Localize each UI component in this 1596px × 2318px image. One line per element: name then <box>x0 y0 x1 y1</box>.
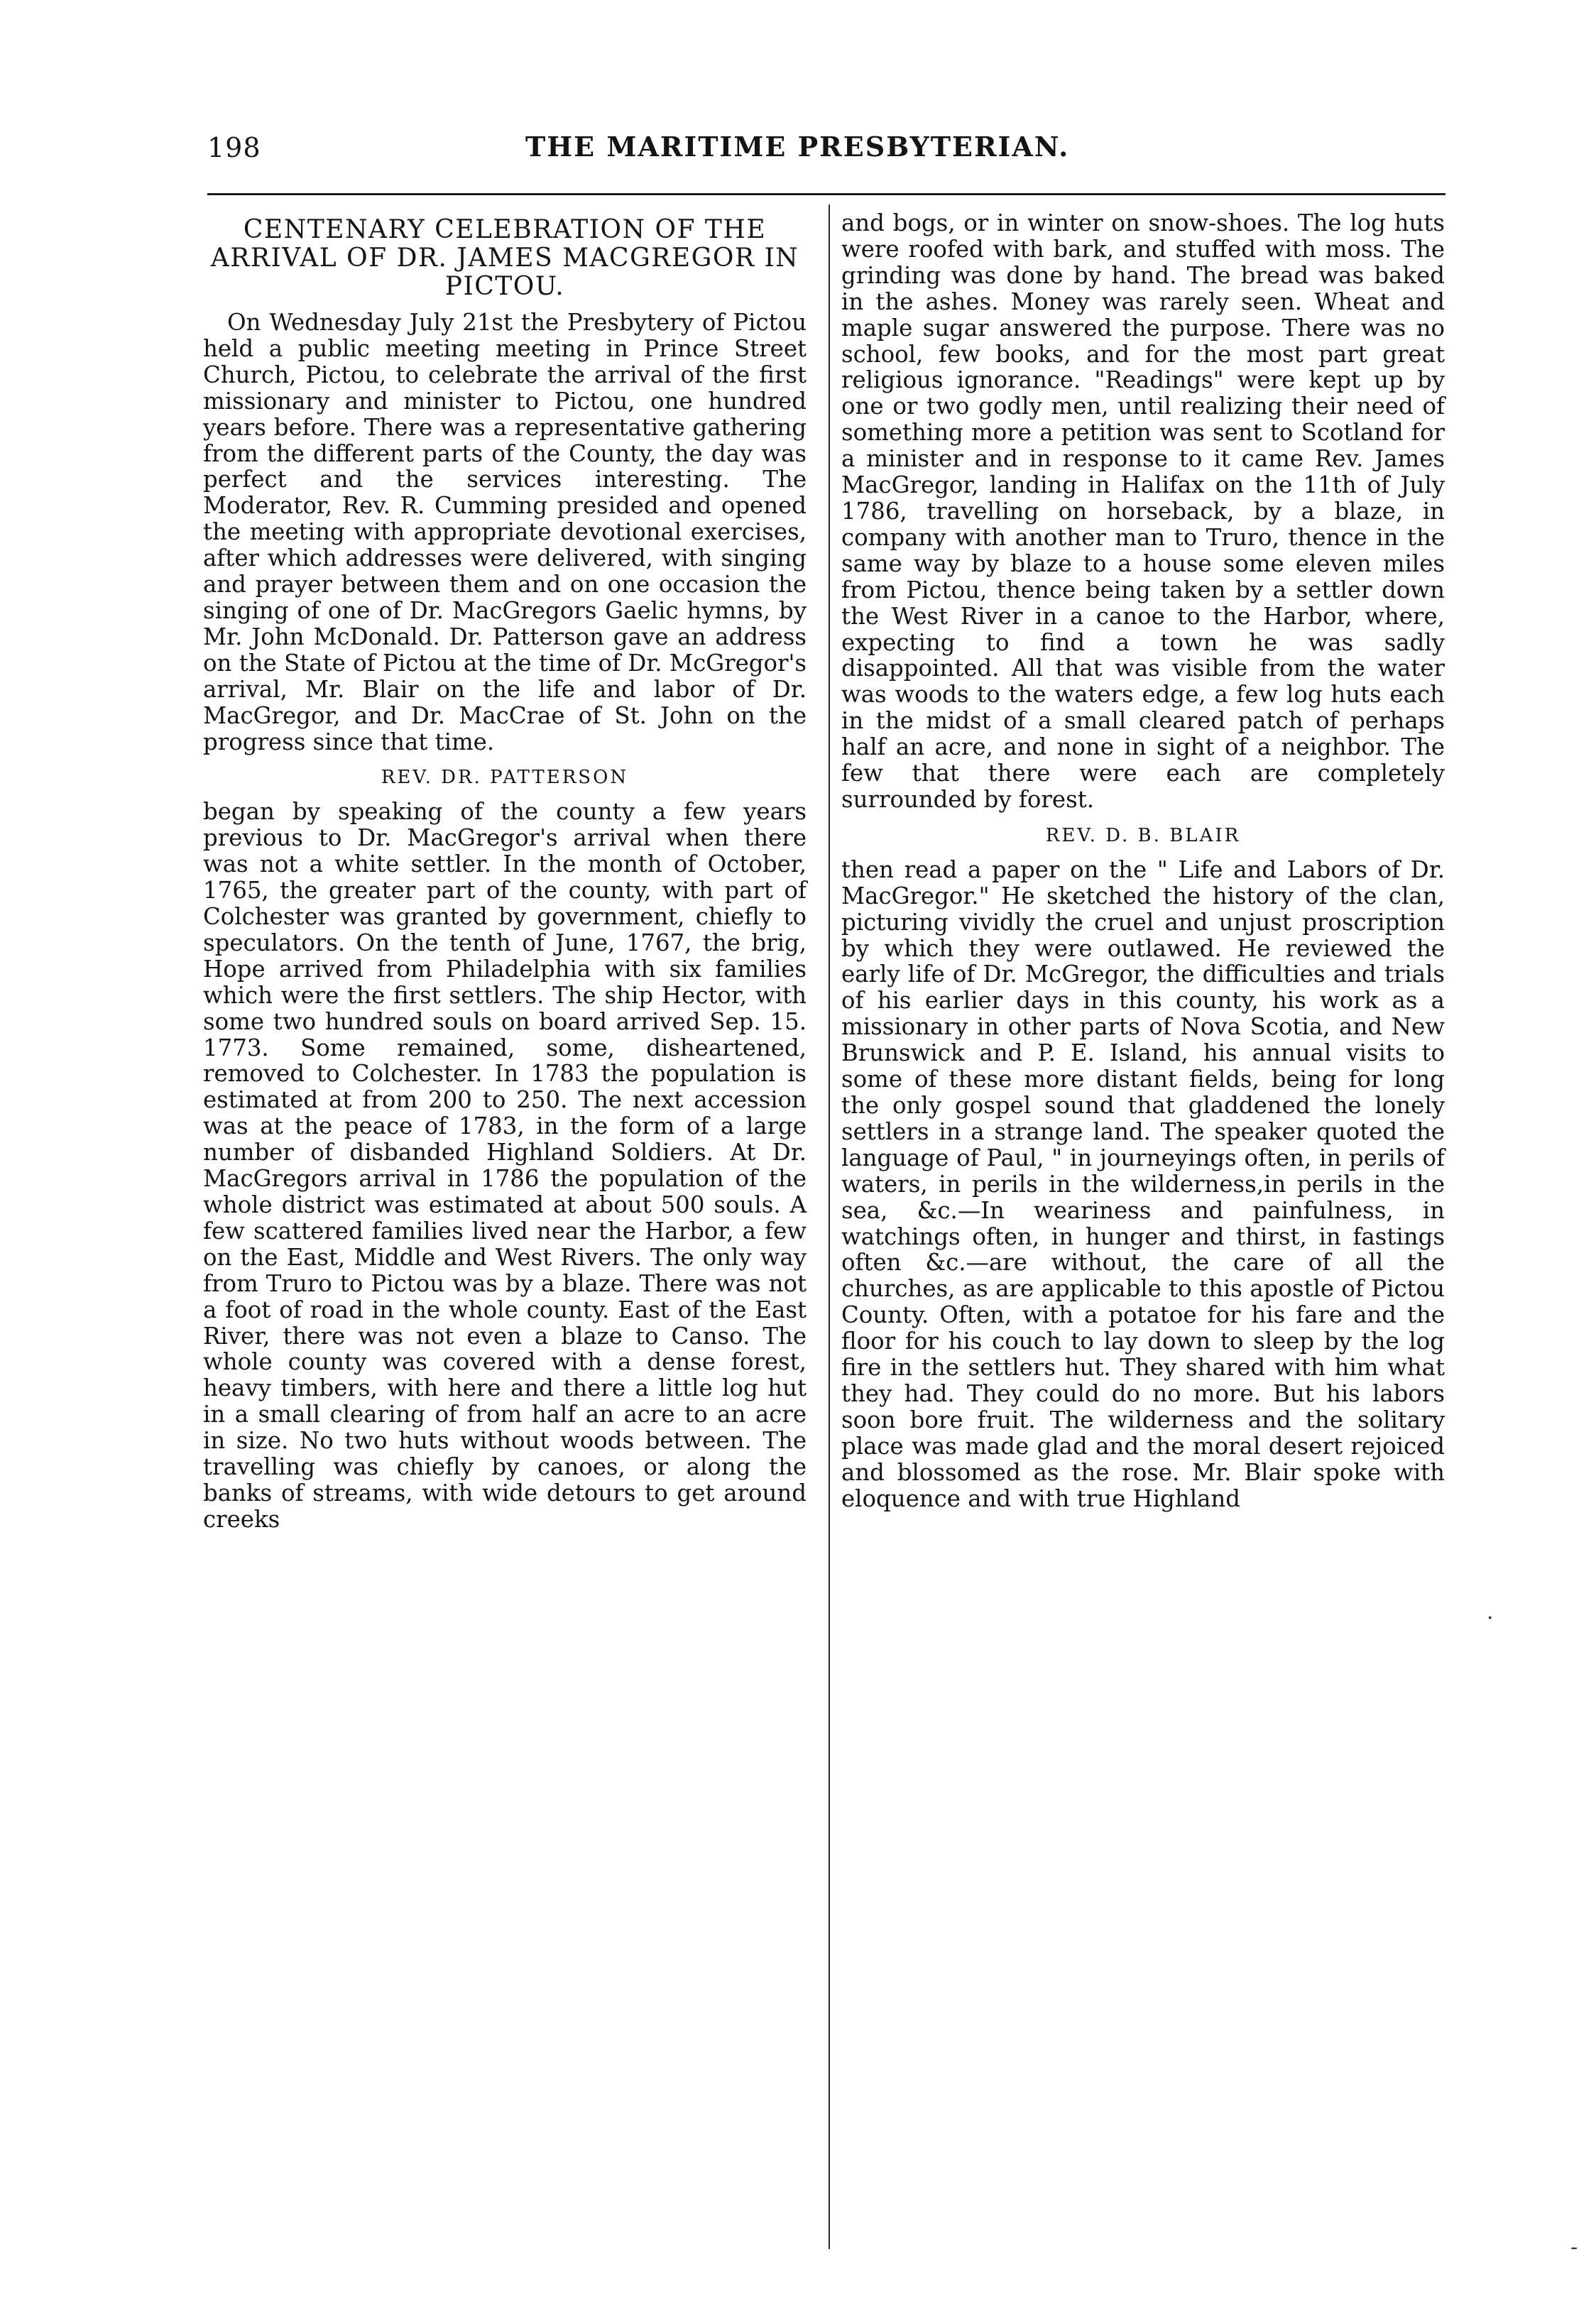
patterson-paragraph-continued: and bogs, or in winter on snow-shoes. The log huts were roofed with bark, and stuffed with moss. The grinding was done by hand. The bread was baked in the ashes. Money was rarely seen. Wheat and maple sugar answered the purpose. There was no school, few books, and for the most part great religious ignorance. "Readings" were kept up by one or two godly men, until realizing their need of something more a petition was sent to Scotland for a minister and in response to it came Rev. James MacGregor, landing in Halifax on the 11th of July 1786, travelling on horseback, by a blaze, in company with another man to Truro, thence in the same way by blaze to a house some eleven miles from Pictou, thence being taken by a settler down the West River in a canoe to the Harbor, where, expecting to find a town he was sadly disappointed. All that was visible from the water was woods to the waters edge, a few log huts each in the midst of a small cleared patch of perhaps half an acre, and none in sight of a neighbor. The few that there were each are completely surrounded by forest. <box>841 209 1445 813</box>
margin-dash: - <box>1570 2235 1578 2260</box>
page-number: 198 <box>207 132 261 163</box>
running-head: THE MARITIME PRESBYTERIAN. <box>525 131 1070 163</box>
blair-paragraph: then read a paper on the " Life and Labors of Dr. MacGregor." He sketched the history of the clan, picturing vividly the cruel and unjust proscription by which they were outlawed. He reviewed the early life of Dr. McGregor, the difficulties and trials of his earlier days in this county, his work as a missionary in other parts of Nova Scotia, and New Brunswick and P. E. Island, his annual visits to some of these more distant fields, being for long the only gospel sound that gladdened the lonely settlers in a strange land. The speaker quoted the language of Paul, " in journeyings often, in perils of waters, in perils in the wilderness,in perils in the sea, &c.—In weariness and painfulness, in watchings often, in hunger and thirst, in fastings often &c.—are without, the care of all the churches, as are applicable to this apostle of Pictou County. Often, with a potatoe for his fare and the floor for his couch to lay down to sleep by the log fire in the settlers hut. They shared with him what they had. They could do no more. But his labors soon bore fruit. The wilderness and the solitary place was made glad and the moral desert rejoiced and blossomed as the rose. Mr. Blair spoke with eloquence and with true Highland <box>841 855 1445 1512</box>
margin-mark: · <box>1487 1606 1494 1631</box>
column-divider <box>829 204 830 2249</box>
section-heading-patterson: REV. DR. PATTERSON <box>381 767 629 789</box>
article-title: CENTENARY CELEBRATION OF THE ARRIVAL OF DR. JAMES MACGREGOR IN PICTOU. <box>210 215 799 301</box>
header-rule <box>207 193 1445 195</box>
patterson-paragraph: began by speaking of the county a few years previous to Dr. MacGregor's arrival when there was not a white settler. In the month of October, 1765, the greater part of the county, with part of Colchester was granted by government, chiefly to speculators. On the tenth of June, 1767, the brig, Hope arrived from Philadelphia with six families which were the first settlers. The ship Hector, with some two hundred souls on board arrived Sep. 15. 1773. Some remained, some, disheartened, removed to Colchester. In 1783 the population is estimated at from 200 to 250. The next accession was at the peace of 1783, in the form of a large number of disbanded Highland Soldiers. At Dr. MacGregors arrival in 1786 the population of the whole district was estimated at about 500 souls. A few scattered families lived near the Harbor, a few on the East, Middle and West Rivers. The only way from Truro to Pictou was by a blaze. There was not a foot of road in the whole county. East of the East River, there was not even a blaze to Canso. The whole county was covered with a dense forest, heavy timbers, with here and there a little log hut in a small clearing of from half an acre to an acre in size. No two huts without woods between. The travelling was chiefly by canoes, or along the banks of streams, with wide detours to get around creeks <box>203 798 807 1533</box>
right-column <box>841 210 1445 1512</box>
section-heading-blair: REV. D. B. BLAIR <box>1045 824 1241 846</box>
intro-paragraph: On Wednesday July 21st the Presbytery of Pictou held a public meeting meeting in Prince Street Church, Pictou, to celebrate the arrival of the first missionary and minister to Pictou, one hundred years before. There was a representative gathering from the different parts of the County, the day was perfect and the services interesting. The Moderator, Rev. R. Cumming presided and opened the meeting with appropriate devotional exercises, after which addresses were delivered, with singing and prayer between them and on one occasion the singing of one of Dr. MacGregors Gaelic hymns, by Mr. John McDonald. Dr. Patterson gave an address on the State of Pictou at the time of Dr. McGregor's arrival, Mr. Blair on the life and labor of Dr. MacGregor, and Dr. MacCrae of St. John on the progress since that time. <box>203 309 807 755</box>
left-column <box>203 210 807 1533</box>
